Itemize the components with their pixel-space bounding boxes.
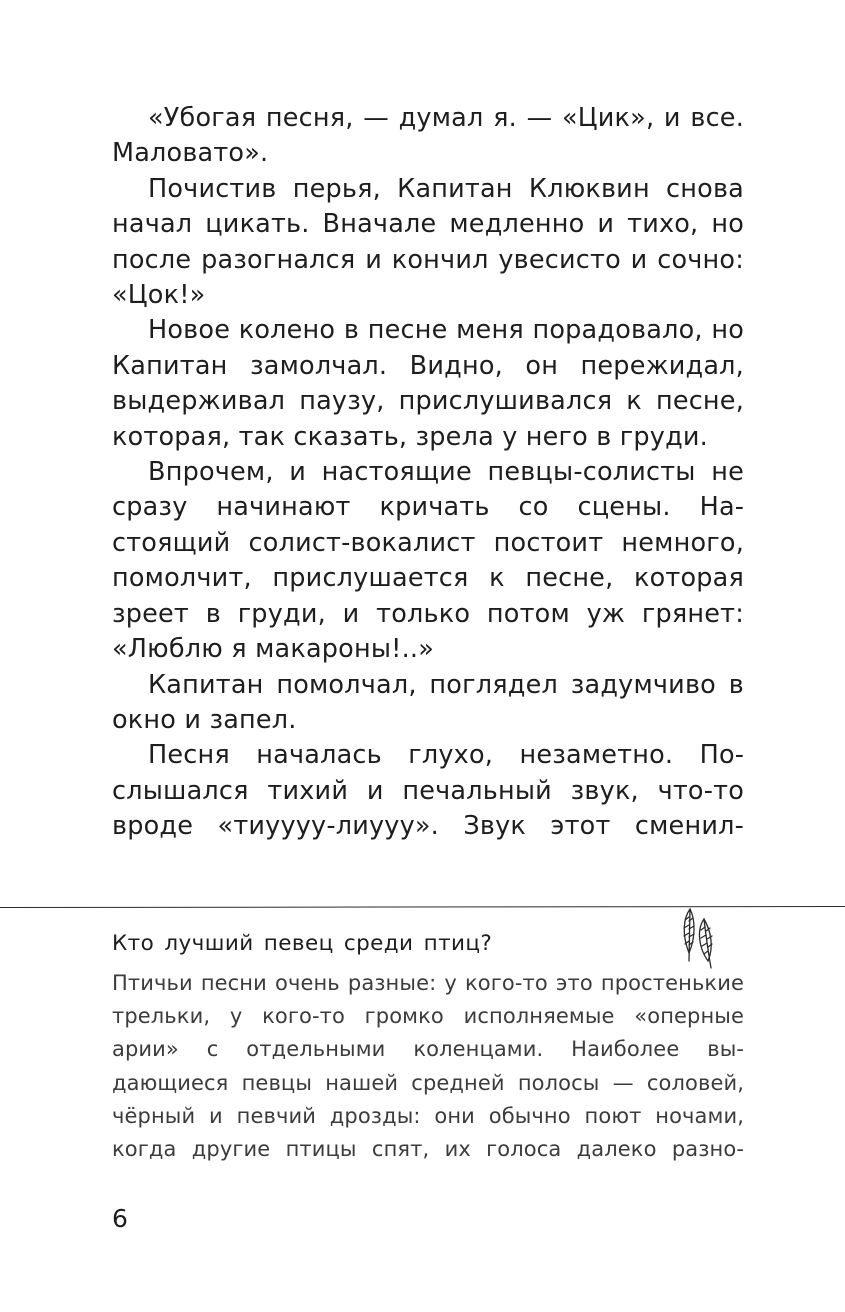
- paragraph: Капитан помолчал, поглядел задумчиво в окно и запел.: [112, 669, 744, 735]
- paragraph: Песня началась глухо, незаметно. Послышался тихий и печальный звук, что-то вроде «тиуууу-лиууу». Звук этот сменил-: [112, 740, 744, 842]
- main-text: [112, 101, 744, 845]
- sidebar-text: Птичьи песни очень разные: у кого-то это простенькие трельки, у кого-то громко исполняемые «оперные арии» с отдельными коленцами. Наиболее выдающиеся певцы нашей средней полосы — соловей, чёрный и певчий дрозды: они обычно поют ночами, когда другие птицы спят, их голоса далеко разно-: [112, 971, 744, 1162]
- page-number: 6: [112, 1204, 128, 1233]
- paragraph: Новое колено в песне меня порадовало, но Капитан замолчал. Видно, он пережидал, выдерживал паузу, прислушивался к песне, которая, так сказать, зрела у него в груди.: [112, 315, 744, 452]
- paragraph: «Убогая песня, — думал я. — «Цик», и все. Маловато».: [112, 103, 744, 169]
- paragraph: Почистив перья, Капитан Клюквин снова начал цикать. Вначале медленно и тихо, но после разогнался и кончил увесисто и сочно: «Цок!»: [112, 173, 744, 311]
- sidebar-title: Кто лучший певец среди птиц?: [112, 931, 493, 956]
- feathers-icon: [680, 905, 736, 969]
- paragraph: Впрочем, и настоящие певцы-солисты не сразу начинают кричать со сцены. Настоящий солист-вокалист постоит немного, помолчит, прислушается к песне, которая зреет в груди, и только потом уж грянет: «Люблю я макароны!..»: [112, 457, 744, 665]
